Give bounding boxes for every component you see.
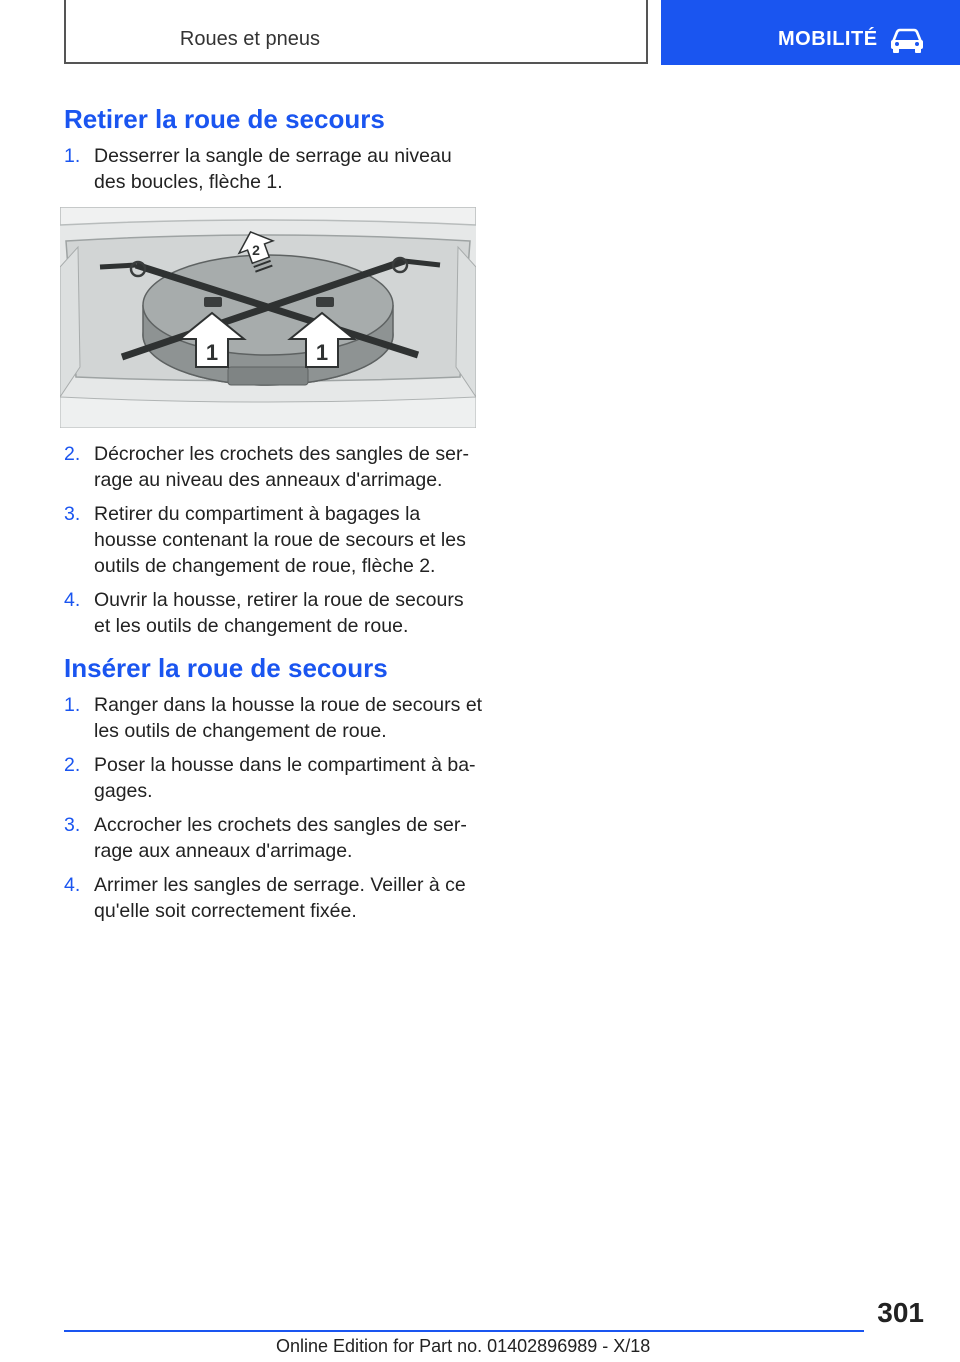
step-text: Ouvrir la housse, retirer la roue de secours et les outils de changement de roue. (94, 589, 464, 637)
list-item (64, 692, 484, 744)
step-text: Retirer du compartiment à bagages la housse contenant la roue de secours et les outils de changement de roue, flèche 2. (94, 503, 466, 577)
section-title-remove-spare: Retirer la roue de secours (64, 104, 385, 134)
list-item (64, 812, 484, 864)
list-item (64, 501, 484, 579)
step-number: 1. (64, 694, 81, 716)
step-text: Ranger dans la housse la roue de secours et les outils de changement de roue. (94, 694, 483, 742)
header-tab-label: MOBILITÉ (778, 28, 878, 50)
page-number: 301 (877, 1297, 924, 1328)
step-text: Arrimer les sangles de serrage. Veiller à ce qu'elle soit correctement fixée. (94, 874, 466, 922)
list-item (64, 441, 484, 493)
car-icon (889, 26, 925, 54)
arrow-label-2: 2 (252, 242, 260, 258)
remove-steps-part2 (64, 441, 484, 647)
header-section-title: Roues et pneus (179, 28, 320, 50)
step-number: 4. (64, 589, 81, 611)
footer-edition-text: Online Edition for Part no. 01402896989 - X/18 (276, 1336, 651, 1356)
list-item (64, 872, 484, 924)
step-text: Accrocher les crochets des sangles de ser- rage aux anneaux d'arrimage. (94, 814, 467, 862)
list-item (64, 143, 484, 195)
header-chapter-tab[interactable] (661, 0, 960, 65)
insert-steps (64, 692, 484, 932)
step-number: 2. (64, 754, 81, 776)
remove-steps-part1 (64, 143, 484, 203)
spare-wheel-figure (60, 207, 476, 428)
step-number: 2. (64, 443, 81, 465)
arrow-label-1-right: 1 (315, 340, 329, 365)
step-number: 3. (64, 814, 81, 836)
step-number: 1. (64, 145, 81, 167)
footer-divider (64, 1330, 864, 1332)
step-text: Décrocher les crochets des sangles de ser- rage au niveau des anneaux d'arrimage. (94, 443, 470, 491)
step-text: Desserrer la sangle de serrage au niveau des boucles, flèche 1. (94, 145, 452, 193)
step-text: Poser la housse dans le compartiment à ba- gages. (94, 754, 476, 802)
step-number: 4. (64, 874, 81, 896)
arrow-label-1-left: 1 (205, 340, 219, 365)
header-section-box (64, 0, 648, 64)
list-item (64, 752, 484, 804)
step-number: 3. (64, 503, 81, 525)
list-item (64, 587, 484, 639)
section-title-insert-spare: Insérer la roue de secours (64, 653, 388, 683)
trunk-illustration (60, 207, 476, 428)
